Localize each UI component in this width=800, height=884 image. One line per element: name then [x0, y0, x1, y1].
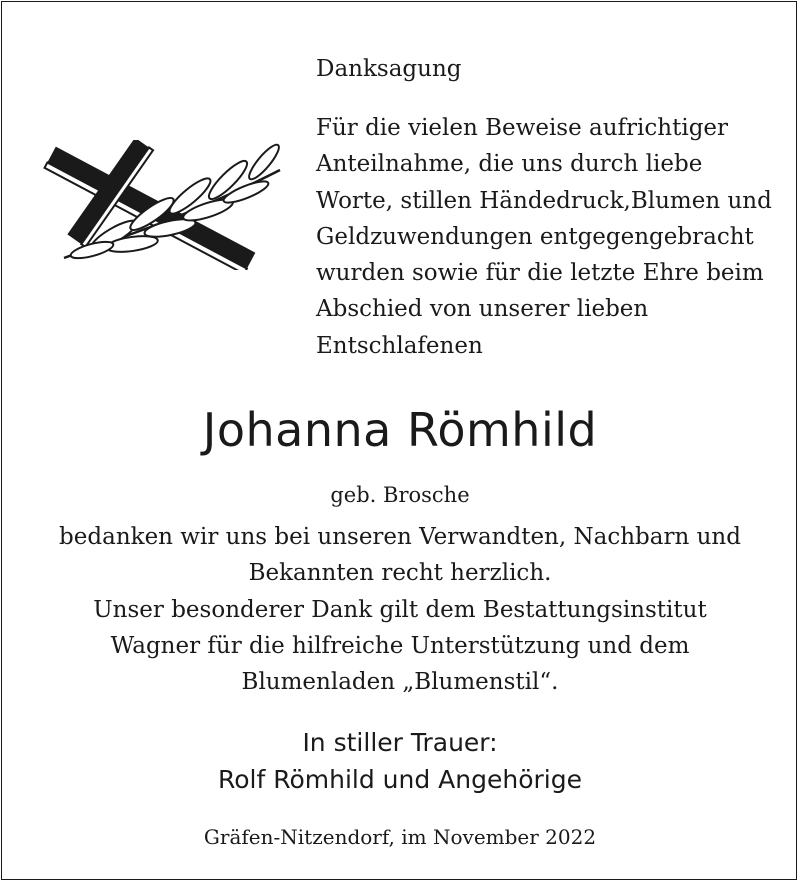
thanks-line: Unser besonderer Dank gilt dem Bestattungsinstitut [93, 596, 707, 623]
thanks-line: Wagner für die hilfreiche Unterstützung und dem [110, 632, 690, 659]
thanks-line: Bekannten recht herzlich. [248, 560, 552, 587]
intro-line: Entschlafenen [316, 332, 483, 359]
place-and-date: Gräfen-Nitzendorf, im November 2022 [203, 825, 597, 849]
intro-text [316, 110, 796, 364]
intro-line: Anteilnahme, die uns durch liebe [316, 151, 703, 178]
intro-line: wurden sowie für die letzte Ehre beim [316, 260, 764, 287]
thanks-line: bedanken wir uns bei unseren Verwandten, Nachbarn und [59, 524, 741, 550]
intro-line: Abschied von unserer lieben [316, 296, 649, 323]
mourning-signature [2, 724, 798, 798]
cross-with-laurel-branch-icon [32, 140, 292, 270]
intro-line: Für die vielen Beweise aufrichtiger [316, 115, 729, 141]
intro-line: Worte, stillen Händedruck,Blumen und [316, 187, 772, 214]
thanks-text [2, 519, 798, 700]
deceased-name: Johanna Römhild [202, 403, 598, 457]
obituary-notice [1, 1, 797, 880]
notice-heading: Danksagung [316, 56, 462, 82]
mourning-line: Rolf Römhild und Angehörige [217, 765, 582, 794]
intro-line: Geldzuwendungen entgegengebracht [316, 223, 754, 250]
birth-name: geb. Brosche [330, 483, 470, 507]
mourning-line: In stiller Trauer: [302, 728, 498, 757]
thanks-line: Blumenladen „Blumenstil“. [241, 669, 559, 696]
